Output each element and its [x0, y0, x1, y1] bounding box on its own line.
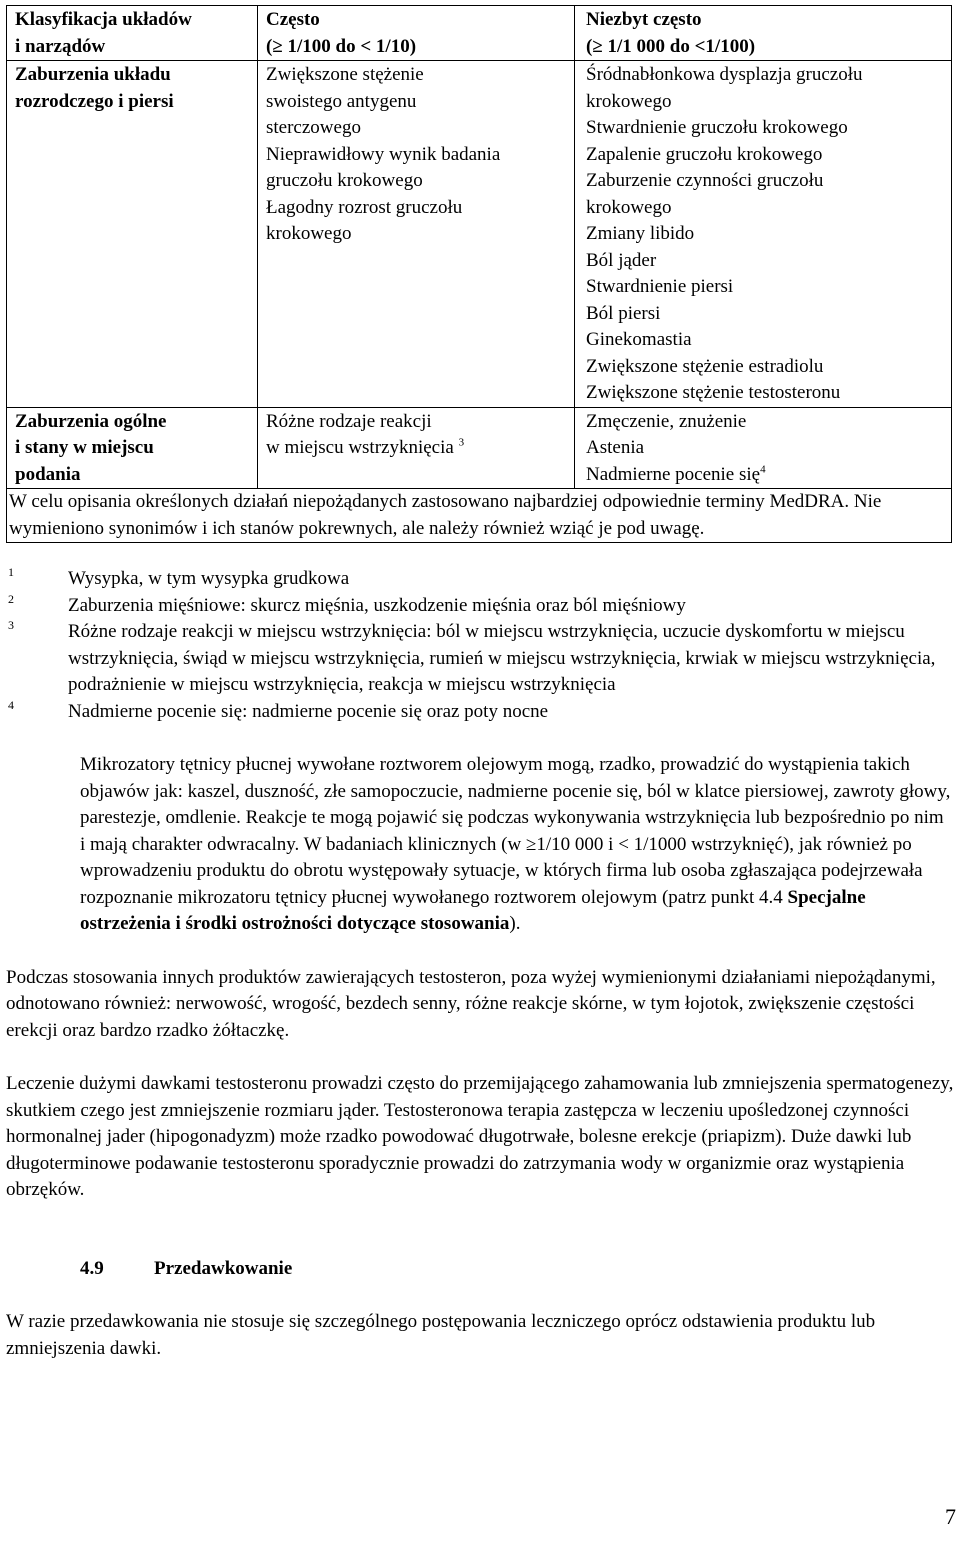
footnote-number: 4: [8, 697, 14, 712]
section-reference: Specjalne ostrzeżenia i środki ostrożności dotyczące stosowania: [80, 886, 866, 934]
section-number: 4.9: [80, 1257, 104, 1279]
footnote-text: Zaburzenia mięśniowe: skurcz mięśnia, uszkodzenie mięśnia oraz ból mięśniowy: [68, 594, 686, 616]
footnotes: [6, 566, 952, 725]
footnote: [6, 566, 952, 593]
header-common: Często (≥ 1/100 do < 1/10): [258, 6, 575, 61]
table-note: W celu opisania określonych działań niepożądanych zastosowano najbardziej odpowiednie terminy MedDRA. Nie wymieniono synonimów i ich stanów pokrewnych, ale należy również wziąć je pod uwagę.: [7, 489, 952, 543]
uncommon-cell: Śródnabłonkowa dysplazja gruczołu krokowego Stwardnienie gruczołu krokowego Zapalenie gruczołu krokowego Zaburzenie czynności gruczołu krokowego Zmiany libido Ból jąder Stwardnienie piersi Ból piersi Ginekomastia Zwiększone stężenie estradiolu Zwiększone stężenie testosteronu: [575, 61, 952, 408]
footnote: [6, 593, 952, 620]
header-uncommon: Niezbyt często (≥ 1/1 000 do <1/100): [575, 6, 952, 61]
footnote: [6, 619, 952, 699]
table-note-row: [7, 489, 952, 543]
footnote: [6, 699, 952, 726]
soc-cell: Zaburzenia ogólne i stany w miejscu podania: [7, 407, 258, 489]
footnote-number: 2: [8, 591, 14, 606]
common-cell: Różne rodzaje reakcji w miejscu wstrzyknięcia $^3$: [258, 407, 575, 489]
footnote-ref: 4: [760, 463, 766, 476]
footnote-number: 1: [8, 565, 14, 579]
footnote-text: Nadmierne pocenie się: nadmierne pocenie się oraz poty nocne: [68, 700, 549, 722]
document-page: [6, 5, 952, 1362]
page-number: 7: [945, 1504, 956, 1529]
footnote-text: Wysypka, w tym wysypka grudkowa: [68, 568, 350, 589]
table-row: [7, 61, 952, 408]
adverse-reactions-table: [6, 5, 952, 543]
soc-cell: Zaburzenia układu rozrodczego i piersi: [7, 61, 258, 408]
paragraph-high-doses: Leczenie dużymi dawkami testosteronu prowadzi często do przemijającego zahamowania lub zmniejszenia spermatogenezy, skutkiem czego jest zmniejszenie rozmiaru jąder. Testosteronowa terapia zastępcza w leczeniu upośledzonej czynności hormonalnej jader (hipogonadyzm) może rzadko powodować długotrwałe, bolesne erekcje (priapizm). Duże dawki lub długoterminowe podawanie testosteronu sporadycznie prowadzi do zatrzymania wody w organizmie oraz wystąpienia obrzęków.: [6, 1073, 954, 1200]
section-heading: [80, 1256, 952, 1283]
pome-paragraph: Mikrozatory tętnicy płucnej wywołane roztworem olejowym mogą, rzadko, prowadzić do wystąpienia takich objawów jak: kaszel, duszność, złe samopoczucie, nadmierne pocenie się, ból w klatce piersiowej, zawroty głowy, parestezje, omdlenie. Reakcje te mogą pojawić się podczas wykonywania wstrzyknięcia lub bezpośrednio po nim i mają charakter odwracalny. W badaniach klinicznych (w ≥1/10 000 i < 1/1000 wstrzyknięć), jak również po wprowadzeniu produktu do obrotu występowały sytuacje, w których firma lub osoba zgłaszająca podejrzewała rozpoznanie mikrozatoru tętnicy płucnej wywołanego roztworem olejowym (patrz punkt 4.4 Specjalne ostrzeżenia i środki ostrożności dotyczące stosowania).: [80, 754, 951, 934]
footnote-number: 3: [8, 618, 14, 632]
paragraph-other-products: Podczas stosowania innych produktów zawierających testosteron, poza wyżej wymienionymi działaniami niepożądanymi, odnotowano również: nerwowość, wrogość, bezdech senny, różne reakcje skórne, w tym łojotok, zwiększenie częstości erekcji oraz bardzo rzadko żółtaczkę.: [6, 966, 936, 1041]
footnote-ref: 3: [458, 436, 465, 449]
table-header-row: [7, 6, 952, 61]
table-row: [7, 407, 952, 489]
header-soc: Klasyfikacja układów i narządów: [7, 6, 258, 61]
footnote-text: Różne rodzaje reakcji w miejscu wstrzyknięcia: ból w miejscu wstrzyknięcia, uczucie dyskomfortu w miejscu wstrzyknięcia, świąd w miejscu wstrzyknięcia, rumień w miejscu wstrzyknięcia, krwiak w miejscu wstrzyknięcia, podrażnienie w miejscu wstrzyknięcia, reakcja w miejscu wstrzyknięcia: [68, 621, 936, 695]
overdose-paragraph: W razie przedawkowania nie stosuje się szczególnego postępowania leczniczego oprócz odstawienia produktu lub zmniejszenia dawki.: [6, 1311, 876, 1359]
uncommon-cell: Zmęczenie, znużenie Astenia Nadmierne pocenie się$^4$: [575, 407, 952, 489]
common-cell: Zwiększone stężenie swoistego antygenu sterczowego Nieprawidłowy wynik badania gruczołu krokowego Łagodny rozrost gruczołu krokowego: [258, 61, 575, 408]
section-title: Przedawkowanie: [154, 1257, 293, 1279]
